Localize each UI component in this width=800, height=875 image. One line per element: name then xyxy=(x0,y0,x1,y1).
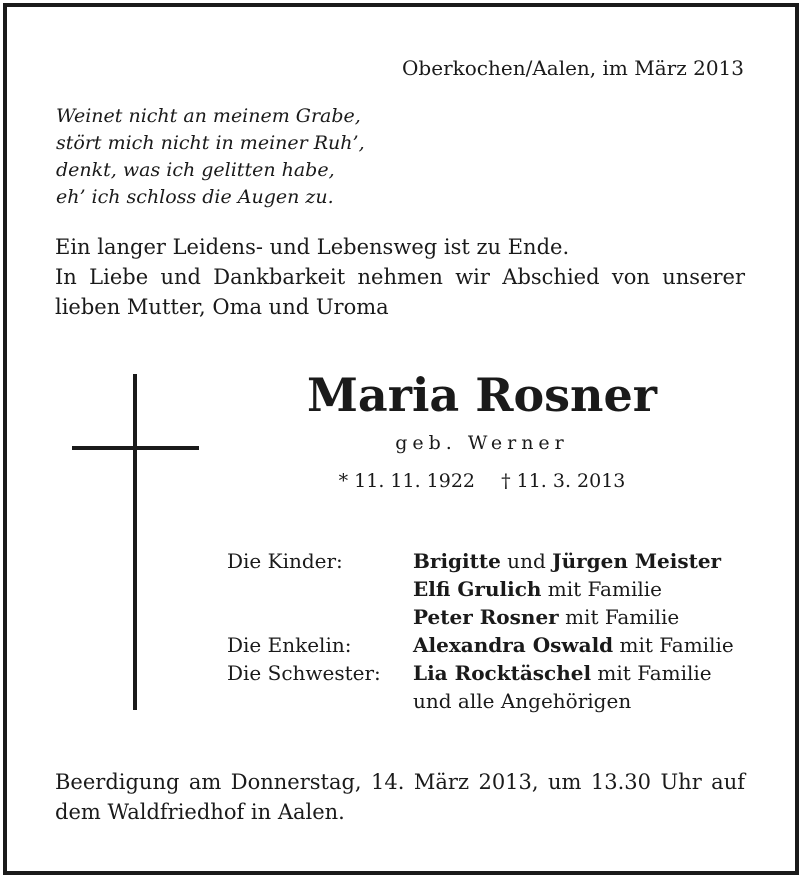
mourner-name: Lia Rocktäschel xyxy=(413,661,592,685)
place-date: Oberkochen/Aalen, im März 2013 xyxy=(402,56,744,80)
death-date: † 11. 3. 2013 xyxy=(501,470,626,492)
poem-line: stört mich nicht in meiner Ruh’, xyxy=(56,132,365,154)
mourner-row xyxy=(227,687,734,715)
deceased-name: Maria Rosner xyxy=(306,368,657,422)
mourner-text: mit Familie xyxy=(541,577,662,601)
mourner-names xyxy=(413,575,662,603)
mourner-relation xyxy=(227,603,413,631)
cross-icon-horizontal xyxy=(72,446,199,450)
mourner-name: Peter Rosner xyxy=(413,605,559,629)
mourner-names xyxy=(413,603,679,631)
mourner-names xyxy=(413,687,631,715)
mourner-relation: Die Kinder: xyxy=(227,549,343,573)
mourner-relation xyxy=(227,575,413,603)
mourner-row xyxy=(227,631,734,659)
mourner-text: mit Familie xyxy=(613,633,734,657)
mourner-name: Jürgen Meister xyxy=(552,549,722,573)
mourner-text: mit Familie xyxy=(591,661,712,685)
mourner-names xyxy=(413,659,712,687)
poem-line: denkt, was ich gelitten habe, xyxy=(56,159,335,181)
life-dates xyxy=(282,470,682,492)
intro-line: In Liebe und Dankbarkeit nehmen wir Abschied von unserer xyxy=(55,265,745,289)
mourner-row xyxy=(227,603,734,631)
mourner-row xyxy=(227,575,734,603)
mourner-names xyxy=(413,547,721,575)
mourner-row xyxy=(227,547,734,575)
funeral-line: Beerdigung am Donnerstag, 14. März 2013, um 13.30 Uhr auf xyxy=(55,770,745,794)
intro-line: lieben Mutter, Oma und Uroma xyxy=(55,295,389,319)
intro-line: Ein langer Leidens- und Lebensweg ist zu Ende. xyxy=(55,235,570,259)
poem-line: eh’ ich schloss die Augen zu. xyxy=(56,186,334,208)
mourner-name: Alexandra Oswald xyxy=(413,633,614,657)
mourner-relation xyxy=(227,687,413,715)
mourner-name: Elfi Grulich xyxy=(413,577,542,601)
intro-text xyxy=(55,232,745,322)
cross-icon-vertical xyxy=(133,374,137,710)
mourner-text: mit Familie xyxy=(558,605,680,629)
mourner-row xyxy=(227,659,734,687)
mourner-name: Brigitte xyxy=(413,549,501,573)
birth-date: * 11. 11. 1922 xyxy=(338,470,476,492)
mourner-text: und xyxy=(500,549,553,573)
poem xyxy=(56,103,365,211)
poem-line: Weinet nicht an meinem Grabe, xyxy=(56,105,361,127)
mourner-names xyxy=(413,631,734,659)
funeral-info xyxy=(55,767,745,827)
mourner-relation: Die Enkelin: xyxy=(227,633,352,657)
mourners-list xyxy=(227,547,734,715)
funeral-line: dem Waldfriedhof in Aalen. xyxy=(55,800,345,824)
maiden-name: geb. Werner xyxy=(395,432,569,454)
mourner-text: und alle Angehörigen xyxy=(413,689,632,713)
mourner-relation: Die Schwester: xyxy=(227,661,381,685)
